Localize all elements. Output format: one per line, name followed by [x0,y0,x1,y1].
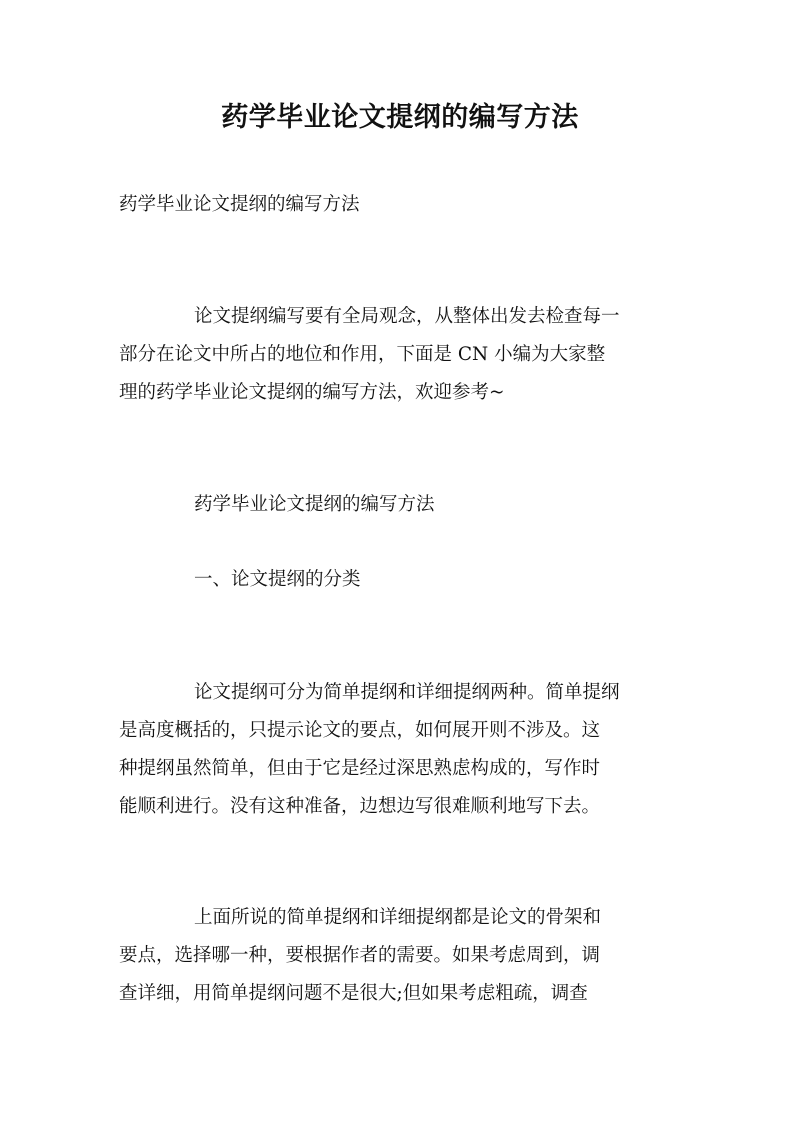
para2-line-1: 上面所说的简单提纲和详细提纲都是论文的骨架和 [194,907,602,928]
section-heading-text: 药学毕业论文提纲的编写方法 [194,494,435,515]
para1-line-4: 能顺利进行。没有这种准备，边想边写很难顺利地写下去。 [119,796,601,817]
para1-line-3: 种提纲虽然简单，但由于它是经过深思熟虑构成的，写作时 [119,758,601,779]
document-title: 药学毕业论文提纲的编写方法 [221,102,579,133]
para2-line-3: 查详细，用简单提纲问题不是很大;但如果考虑粗疏，调查 [119,983,588,1004]
document-subtitle [119,186,691,224]
part-heading [119,561,691,599]
paragraph-outline-choice [119,899,691,1013]
para1-line-2: 是高度概括的，只提示论文的要点，如何展开则不涉及。这 [119,720,601,741]
intro-line-2: 部分在论文中所占的地位和作用，下面是 CN 小编为大家整 [119,344,606,365]
para2-line-2: 要点，选择哪一种，要根据作者的需要。如果考虑周到，调 [119,945,601,966]
paragraph-outline-types [119,674,691,826]
intro-line-1: 论文提纲编写要有全局观念，从整体出发去检查每一 [194,306,620,327]
section-heading [119,486,691,524]
intro-paragraph [119,298,691,412]
intro-line-3: 理的药学毕业论文提纲的编写方法，欢迎参考~ [119,382,505,403]
subtitle-line: 药学毕业论文提纲的编写方法 [119,194,360,215]
para1-line-1: 论文提纲可分为简单提纲和详细提纲两种。简单提纲 [194,682,620,703]
part-heading-text: 一、论文提纲的分类 [194,569,361,590]
